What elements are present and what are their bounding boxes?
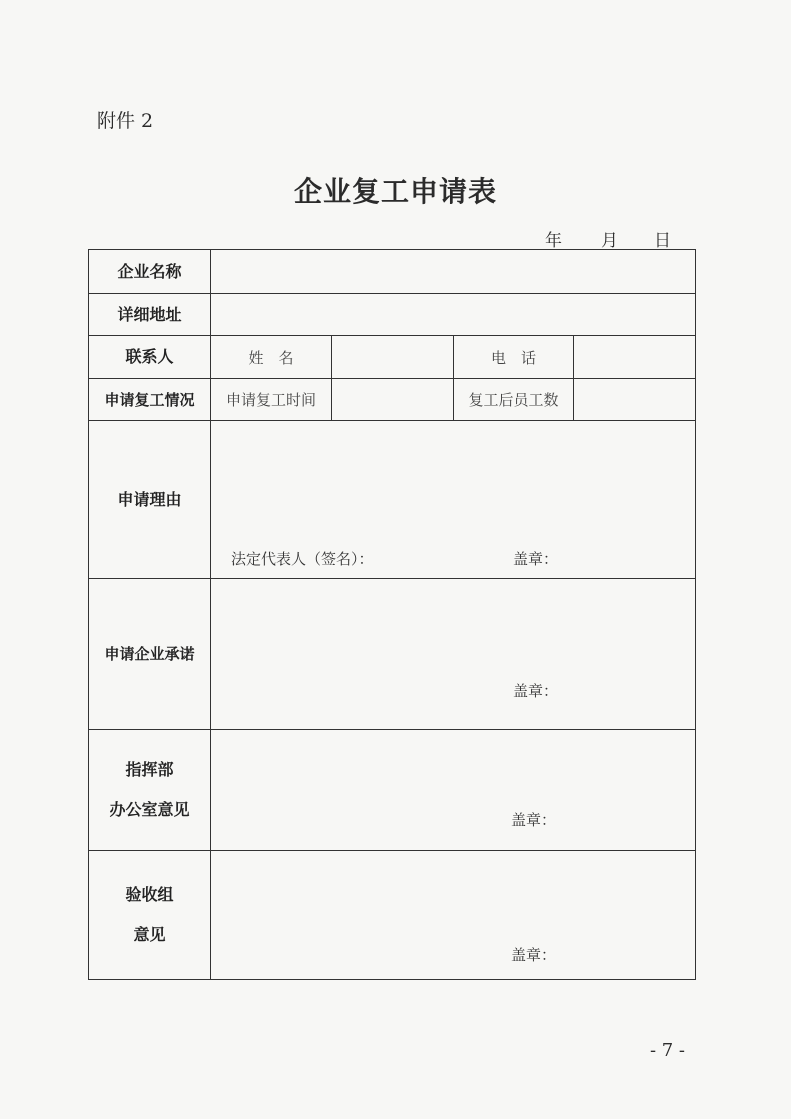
inspection-line1: 验收组: [125, 885, 174, 904]
inspection-seal-label: 盖章：: [511, 946, 557, 964]
resume-time-field[interactable]: [332, 379, 454, 421]
hq-opinion-line2: 办公室意见: [109, 800, 190, 819]
commitment-seal-label: 盖章：: [513, 682, 559, 700]
staff-count-label: 复工后员工数: [454, 379, 574, 421]
form-title: 企业复工申请表: [293, 175, 497, 208]
commitment-label: 申请企业承诺: [89, 579, 211, 730]
phone-field[interactable]: [574, 336, 696, 379]
hq-opinion-field[interactable]: [211, 730, 696, 851]
contact-label: 联系人: [89, 336, 211, 379]
company-name-label: 企业名称: [89, 250, 211, 294]
reason-label: 申请理由: [89, 421, 211, 579]
reason-field[interactable]: [211, 421, 696, 579]
date-day: 日: [654, 231, 671, 251]
inspection-field[interactable]: [211, 851, 696, 980]
attachment-label: 附件 2: [97, 110, 154, 132]
application-form: [88, 249, 696, 980]
inspection-line2: 意见: [133, 925, 166, 944]
date-year: 年: [545, 231, 562, 251]
hq-opinion-line1: 指挥部: [125, 760, 174, 779]
company-name-field[interactable]: [211, 250, 696, 294]
reason-seal-label: 盖章：: [513, 550, 559, 568]
commitment-field[interactable]: [211, 579, 696, 730]
staff-count-field[interactable]: [574, 379, 696, 421]
inspection-label: [89, 851, 211, 980]
phone-label: 电 话: [454, 336, 574, 379]
date-month: 月: [601, 231, 618, 251]
situation-label: 申请复工情况: [89, 379, 211, 421]
legal-rep-label: 法定代表人（签名）：: [231, 550, 374, 568]
resume-time-label: 申请复工时间: [211, 379, 332, 421]
name-field[interactable]: [332, 336, 454, 379]
name-label: 姓 名: [211, 336, 332, 379]
address-label: 详细地址: [89, 294, 211, 336]
hq-seal-label: 盖章：: [511, 811, 557, 829]
page-number: - 7 -: [649, 1040, 685, 1061]
hq-opinion-label: [89, 730, 211, 851]
address-field[interactable]: [211, 294, 696, 336]
